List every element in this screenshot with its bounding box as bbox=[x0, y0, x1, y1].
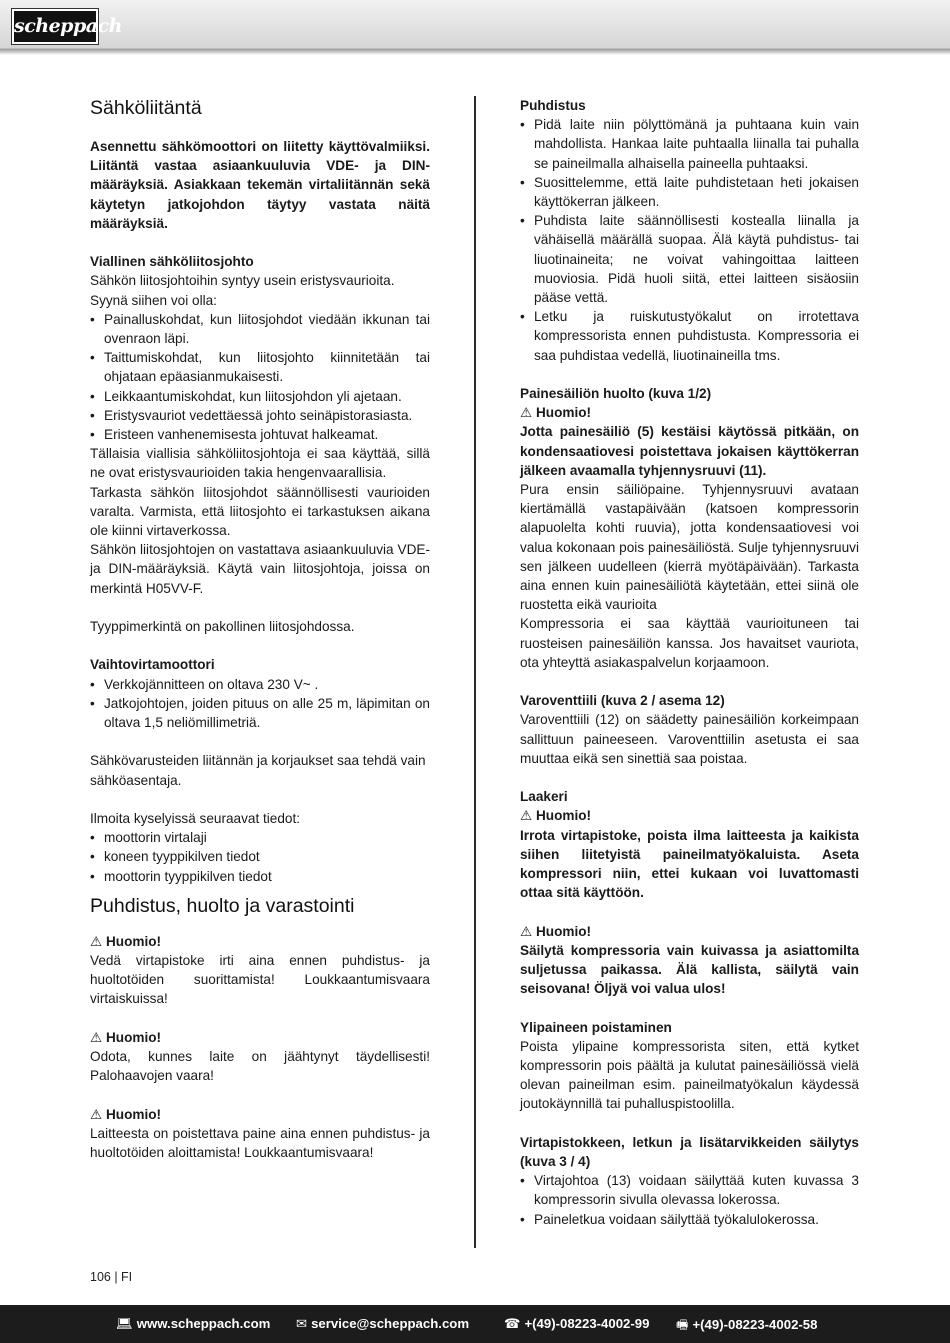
page-number: 106 | FI bbox=[90, 1270, 133, 1284]
plug-storage-title: Virtapistokkeen, letkun ja lisätarvikkeiden säilytys (kuva 3 / 4) bbox=[520, 1134, 859, 1170]
footer-email[interactable]: ✉︎ service@scheppach.com bbox=[296, 1316, 470, 1331]
brand-logo: scheppach bbox=[12, 9, 98, 44]
header-shadow bbox=[0, 49, 950, 55]
list-item: • Verkkojännitteen on oltava 230 V~ . bbox=[90, 675, 430, 694]
warning-heading: ⚠ Huomio! bbox=[520, 922, 859, 941]
cleaning-list bbox=[520, 115, 859, 365]
list-item: • Virtajohtoa (13) voidaan säilyttää kuten kuvassa 3 kompressorin sivulla olevassa lokerossa. bbox=[520, 1171, 859, 1209]
overpressure-title: Ylipaineen poistaminen bbox=[520, 1019, 672, 1035]
warning-triangle-icon: ⚠ bbox=[520, 405, 533, 421]
computer-icon: 💻︎ bbox=[116, 1316, 133, 1331]
list-item: • Paineletkua voidaan säilyttää työkalulokerossa. bbox=[520, 1210, 859, 1229]
tank-maintenance-title: Painesäiliön huolto (kuva 1/2) bbox=[520, 386, 712, 402]
storage-title: Laakeri bbox=[520, 789, 568, 805]
list-item: • moottorin tyyppikilven tiedot bbox=[90, 867, 430, 886]
storage-warning-text: Säilytä kompressoria vain kuivassa ja asiattomilta suljetussa paikassa. Älä kallista, säilytä vain seisovana! Öljyä voi valua ulos! bbox=[520, 942, 859, 997]
faulty-cable-title: Viallinen sähköliitosjohto bbox=[90, 254, 254, 270]
fax-icon: 🖷︎ bbox=[676, 1317, 689, 1332]
cleaning-title: Puhdistus bbox=[520, 98, 586, 113]
list-item: • Leikkaantumiskohdat, kun liitosjohdon yli ajetaan. bbox=[90, 387, 430, 406]
list-item: • Puhdista laite säännöllisesti kostealla liinalla ja vähäisellä määrällä suopaa. Älä käytä puhdistus- tai liuotinaineita; ne voivat vahingoittaa laitteen muoviosia. Pidä huoli siitä, ettei laitteen sisäosiin pääse vettä. bbox=[520, 211, 859, 307]
warning-triangle-icon: ⚠ bbox=[90, 1106, 103, 1122]
inquiry-text: Ilmoita kyselyissä seuraavat tiedot: bbox=[90, 811, 301, 827]
tank-warning-text: Jotta painesäiliö (5) kestäisi käytössä pitkään, on kondensaatiovesi poistettava jokaisen käyttökerran jälkeen avaamalla tyhjennysruuvi (11). bbox=[520, 424, 859, 478]
warning-text: Vedä virtapistoke irti aina ennen puhdistus- ja huoltotöiden suorittamista! Loukkaantumisvaara virtaiskuissa! bbox=[90, 953, 430, 1007]
plug-storage-list bbox=[520, 1171, 859, 1229]
list-item: • Taittumiskohdat, kun liitosjohto kiinnitetään tai ohjataan epäasianmukaisesti. bbox=[90, 348, 430, 386]
faulty-cable-text: Sähkön liitosjohtoihin syntyy usein eristysvaurioita. Syynä siihen voi olla: bbox=[90, 273, 395, 308]
list-item: • Eristeen vanhenemisesta johtuvat halkeamat. bbox=[90, 425, 430, 444]
right-column bbox=[520, 96, 859, 1229]
safety-valve-text: Varoventtiili (12) on säädetty painesäiliön korkeimpaan sallittuun paineeseen. Varoventtiilin asetusta ei saa muuttaa eikä sen sinettiä saa poistaa. bbox=[520, 712, 859, 766]
envelope-icon: ✉︎ bbox=[296, 1316, 308, 1331]
footer-phone[interactable]: ☎︎ +(49)-08223-4002-99 bbox=[504, 1316, 650, 1331]
list-item: • koneen tyyppikilven tiedot bbox=[90, 847, 430, 866]
ac-motor-title: Vaihtovirtamoottori bbox=[90, 657, 215, 673]
warning-triangle-icon: ⚠ bbox=[520, 808, 533, 824]
page-footer bbox=[0, 1305, 950, 1343]
faulty-cable-paragraph: Tarkasta sähkön liitosjohdot säännöllisesti vaurioiden varalta. Varmista, että liitosjohto ei tarkastuksen aikana ole kiinni virtaverkossa. bbox=[90, 484, 430, 539]
faulty-cable-paragraph: Sähkön liitosjohtojen on vastattava asiaankuuluvia VDE- ja DIN-määräyksiä. Käytä vain liitosjohtoja, joissa on merkintä H05VV-F. bbox=[90, 542, 430, 596]
warning-heading: ⚠ Huomio! bbox=[90, 932, 430, 951]
electrician-note: Sähkövarusteiden liitännän ja korjaukset saa tehdä vain sähköasentaja. bbox=[90, 753, 426, 788]
inquiry-list bbox=[90, 828, 430, 886]
electrical-intro: Asennettu sähkömoottori on liitetty käyttövalmiiksi. Liitäntä vastaa asiaankuuluvia VDE- ja DIN-määräyksiä. Asiakkaan tekemän virtaliitännän sekä käytetyn jatkojohdon täytyy vastata näitä määräyksiä. bbox=[90, 139, 430, 231]
page-header bbox=[0, 0, 950, 49]
section-heading-cleaning: Puhdistus, huolto ja varastointi bbox=[90, 894, 355, 917]
ac-motor-list bbox=[90, 675, 430, 733]
list-item: • Painalluskohdat, kun liitosjohdot viedään ikkunan tai ovenraon läpi. bbox=[90, 310, 430, 348]
list-item: • Suosittelemme, että laite puhdistetaan heti jokaisen käyttökerran jälkeen. bbox=[520, 173, 859, 211]
left-column bbox=[90, 96, 430, 1162]
warning-heading: ⚠ Huomio! bbox=[520, 403, 859, 422]
warning-heading: ⚠ Huomio! bbox=[90, 1105, 430, 1124]
warning-text: Odota, kunnes laite on jäähtynyt täydellisesti! Palohaavojen vaara! bbox=[90, 1049, 430, 1084]
storage-warning-text: Irrota virtapistoke, poista ilma laitteesta ja kaikista siihen liitetyistä paineilmatyökaluista. Aseta kompressori niin, ettei kukaan voi luvattomasti ottaa sitä käyttöön. bbox=[520, 827, 859, 901]
tank-paragraph: Pura ensin säiliöpaine. Tyhjennysruuvi avataan kiertämällä vastapäivään (katsoen kompressorin alapuolelta kohti ruuvia), jotta kondensaatiovesi voi valua kokonaan pois painesäiliöstä. Sulje tyhjennysruuvi sen jälkeen uudelleen (kierrä myötäpäivään). Tarkasta aina ennen kuin painesäiliötä käytetään, ettei siinä ole ruostetta eikä vaurioita bbox=[520, 482, 859, 613]
overpressure-text: Poista ylipaine kompressorista siten, että kytket kompressorin pois päältä ja kulutat painesäiliössä vielä olevan paineilman esim. paineilmatyökalun käydessä joutokäynnillä tai puhalluspistoolilla. bbox=[520, 1038, 859, 1112]
warning-triangle-icon: ⚠ bbox=[90, 1029, 103, 1045]
safety-valve-title: Varoventtiili (kuva 2 / asema 12) bbox=[520, 693, 725, 709]
footer-website[interactable]: 💻︎ www.scheppach.com bbox=[116, 1316, 271, 1331]
warning-text: Laitteesta on poistettava paine aina ennen puhdistus- ja huoltotöiden aloittamista! Loukkaantumisvaara! bbox=[90, 1125, 430, 1161]
faulty-cable-paragraph: Tällaisia viallisia sähköliitosjohtoja ei saa käyttää, sillä ne ovat eristysvaurioiden takia hengenvaarallisia. bbox=[90, 446, 430, 481]
type-marking-note: Tyyppimerkintä on pakollinen liitosjohdossa. bbox=[90, 619, 355, 635]
list-item: • Jatkojohtojen, joiden pituus on alle 25 m, läpimitan on oltava 1,5 neliömillimetriä. bbox=[90, 694, 430, 732]
warning-heading: ⚠ Huomio! bbox=[90, 1028, 430, 1047]
list-item: • Letku ja ruiskutustyökalut on irrotettava kompressorista ennen puhdistusta. Kompressoria ei saa puhdistaa vedellä, liuotinaineilla tms. bbox=[520, 307, 859, 365]
warning-heading: ⚠ Huomio! bbox=[520, 806, 859, 825]
column-divider bbox=[474, 96, 476, 1248]
footer-fax: 🖷︎ +(49)-08223-4002-58 bbox=[676, 1317, 818, 1332]
phone-icon: ☎︎ bbox=[504, 1316, 521, 1331]
warning-triangle-icon: ⚠ bbox=[90, 933, 103, 949]
list-item: • Eristysvauriot vedettäessä johto seinäpistorasiasta. bbox=[90, 406, 430, 425]
tank-paragraph: Kompressoria ei saa käyttää vaurioituneen tai ruosteisen painesäiliön kanssa. Jos havaitset vauriota, ota yhteyttä asiakaspalvelun korjaamoon. bbox=[520, 616, 859, 670]
faulty-cable-list bbox=[90, 310, 430, 444]
warning-triangle-icon: ⚠ bbox=[520, 923, 533, 939]
list-item: • Pidä laite niin pölyttömänä ja puhtaana kuin vain mahdollista. Hankaa laite puhtaalla liinalla tai puhalla se paineilmalla alhaisella paineella puhtaaksi. bbox=[520, 115, 859, 173]
list-item: • moottorin virtalaji bbox=[90, 828, 430, 847]
section-heading-electrical: Sähköliitäntä bbox=[90, 97, 202, 119]
